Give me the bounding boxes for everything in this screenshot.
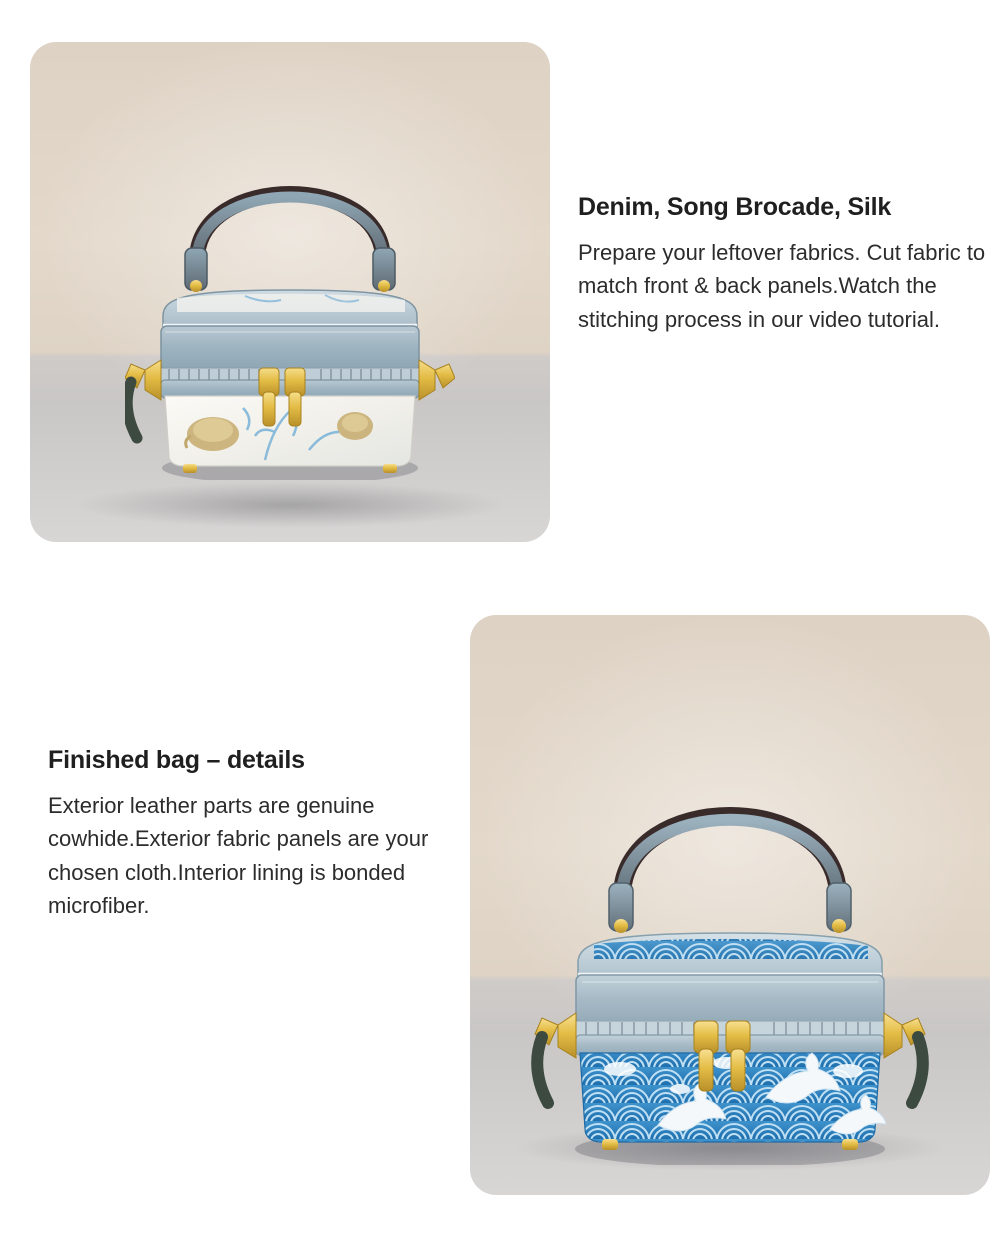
handbag-illustration [530, 725, 930, 1165]
fabrics-body: Prepare your leftover fabrics. Cut fabric to match front & back panels.Watch the stitching process in our video tutorial. [578, 240, 986, 332]
strap-clasp-right [884, 1013, 925, 1103]
section-finished [30, 615, 990, 1195]
fabrics-heading: Denim, Song Brocade, Silk [578, 193, 892, 221]
handbag-white-silk-photo [30, 42, 550, 542]
handbag-blue-crane-photo [470, 615, 990, 1195]
strap-clasp-right [419, 360, 455, 400]
strap-clasp-left [535, 1013, 576, 1103]
handbag-illustration [125, 120, 455, 480]
strap-clasp-left [125, 360, 161, 438]
finished-text-block [30, 615, 470, 923]
finished-heading: Finished bag – details [48, 746, 305, 774]
fabrics-text-block [578, 42, 990, 336]
section-fabrics [30, 42, 990, 542]
table-shadow [72, 482, 509, 528]
finished-body: Exterior leather parts are genuine cowhide.Exterior fabric panels are your chosen cloth.Interior lining is bonded microfiber. [48, 793, 429, 919]
